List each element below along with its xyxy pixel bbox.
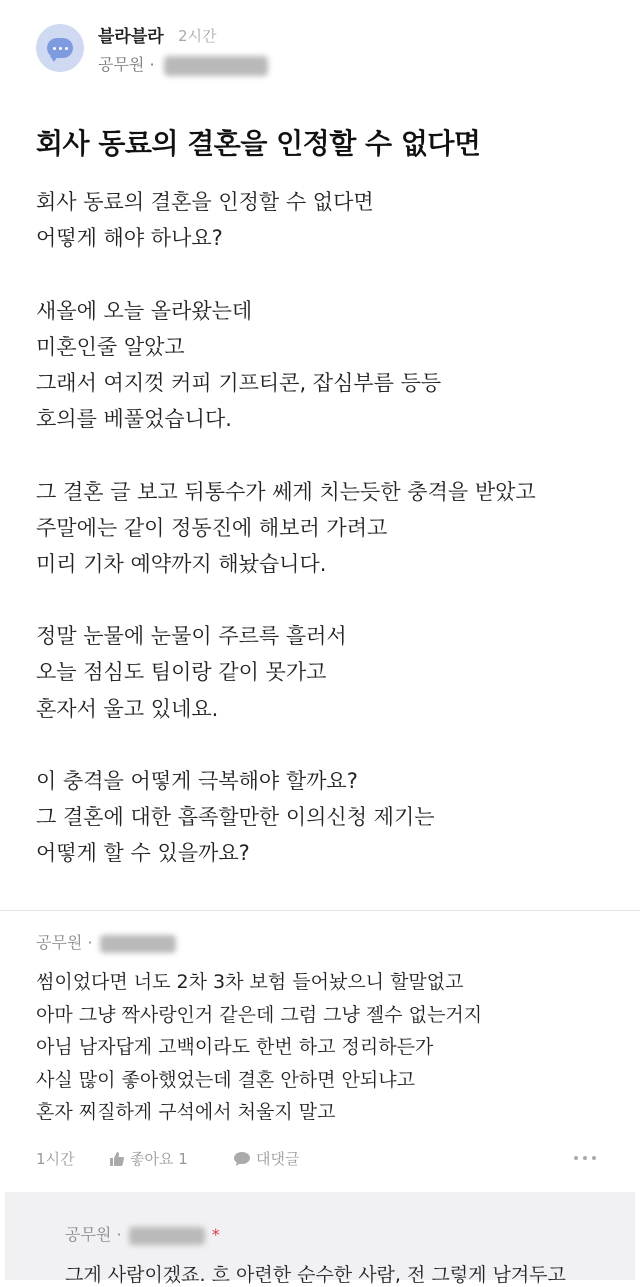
like-button[interactable] (110, 1148, 188, 1169)
comment-body-line: 아마 그냥 짝사랑인거 같은데 그럼 그냥 젤수 없는거지 (36, 1003, 483, 1026)
post-body-line: 회사 동료의 결혼을 인정할 수 없다면 (36, 190, 374, 214)
comment-body-line: 사실 많이 좋아했었는데 결혼 안하면 안되냐고 (36, 1068, 415, 1091)
post-body-line: 혼자서 울고 있네요. (36, 696, 219, 721)
reply-body: 그게 사람이겠죠. 흐 아련한 순수한 사람, 전 그렇게 남겨두고 (65, 1264, 566, 1286)
like-label: 좋아요 1 (130, 1150, 188, 1168)
post-body-line (36, 727, 536, 763)
avatar[interactable] (36, 24, 84, 72)
post-body-line: 그래서 여지껏 커피 기프티콘, 잡심부름 등등 (36, 370, 442, 395)
thumbs-up-icon (110, 1152, 124, 1166)
star-mark: * (211, 1225, 220, 1244)
post-body-line (36, 437, 536, 473)
post-author (98, 52, 268, 76)
post-body-line: 새올에 오늘 올라왔는데 (36, 298, 253, 323)
post-time: 2시간 (178, 27, 217, 45)
author-label: 공무원 · (36, 933, 93, 952)
comment-author (36, 930, 176, 953)
post-body-line: 미리 기차 예약까지 해놨습니다. (36, 551, 327, 576)
author-label: 공무원 · (98, 55, 155, 74)
post-body-line: 미혼인줄 알았고 (36, 334, 185, 359)
redacted-nickname (129, 1227, 205, 1245)
reply-button[interactable] (234, 1148, 299, 1169)
comment-body-line: 썸이었다면 너도 2차 3차 보험 들어놨으니 할말없고 (36, 971, 464, 993)
post-body-line: 정말 눈물에 눈물이 주르륵 흘러서 (36, 624, 347, 649)
post-body-line: 그 결혼 글 보고 뒤통수가 쎄게 치는듯한 충격을 받았고 (36, 479, 536, 504)
post-body-line: 주말에는 같이 정동진에 해보러 가려고 (36, 515, 388, 540)
comment-time (36, 1148, 75, 1169)
post-body-line (36, 582, 536, 618)
post-body-line: 호의를 베풀었습니다. (36, 407, 232, 432)
post-body-line: 어떻게 해야 하나요? (36, 226, 223, 251)
page-title: 회사 동료의 결혼을 인정할 수 없다면 (36, 127, 481, 160)
post-body (36, 184, 536, 872)
post-body-line (36, 256, 536, 292)
post-body-line: 어떻게 할 수 있을까요? (36, 841, 250, 866)
comment-body-line: 아님 남자답게 고백이라도 한번 하고 정리하든가 (36, 1036, 434, 1059)
comment-body (36, 966, 482, 1129)
comment-actions (36, 1146, 606, 1172)
author-label: 공무원 · (65, 1225, 122, 1244)
redacted-nickname (100, 935, 176, 953)
board-name[interactable]: 블라블라 (98, 27, 164, 47)
more-dots-icon[interactable] (574, 1146, 596, 1160)
redacted-nickname (164, 56, 268, 76)
post-body-line: 이 충격을 어떻게 극복해야 할까요? (36, 769, 358, 793)
reply-label: 대댓글 (256, 1150, 300, 1168)
post-header (36, 20, 606, 80)
post-body-line: 오늘 점심도 팀이랑 같이 못가고 (36, 660, 327, 685)
chat-bubble-icon (47, 38, 73, 58)
comment-time-label: 1시간 (36, 1150, 75, 1168)
reply-comment (5, 1192, 635, 1286)
speech-bubble-icon (234, 1152, 250, 1166)
post-body-line: 그 결혼에 대한 흡족할만한 이의신청 제기는 (36, 805, 435, 830)
comment-body-line: 혼자 찌질하게 구석에서 처울지 말고 (36, 1101, 336, 1124)
divider (0, 910, 640, 911)
reply-author (65, 1222, 220, 1245)
